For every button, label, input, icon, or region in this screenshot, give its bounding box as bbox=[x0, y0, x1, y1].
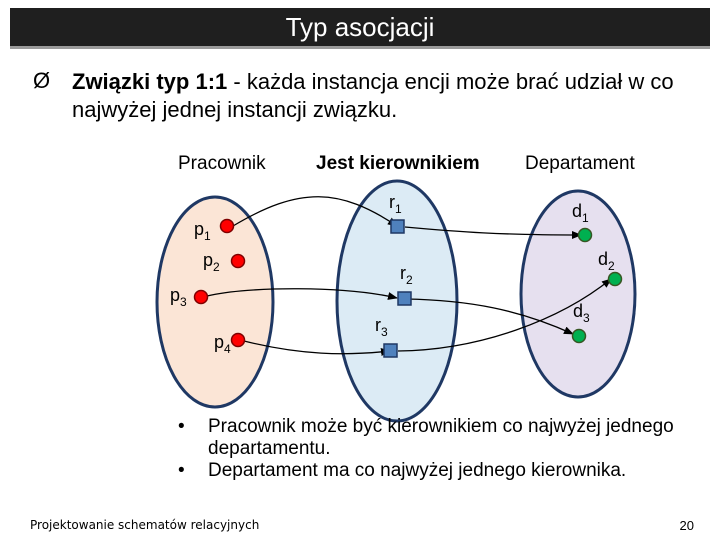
relationship-instance-node bbox=[398, 292, 411, 305]
main-point-bold: Związki typ 1:1 bbox=[72, 69, 228, 94]
notes-list bbox=[178, 416, 698, 482]
label-r1: $r_1$ bbox=[389, 192, 402, 216]
label-d1: $d_1$ bbox=[572, 201, 589, 225]
main-point-rest: - każda instancja encji może brać udział w co najwyżej jednej instancji związku. bbox=[72, 69, 674, 122]
page-number: 20 bbox=[679, 518, 694, 533]
relationship-instance-node bbox=[384, 344, 397, 357]
entity-heading-pracownik: Pracownik bbox=[178, 153, 266, 174]
label-p4: $p_4$ bbox=[214, 332, 231, 356]
relationship-heading: Jest kierownikiem bbox=[316, 153, 480, 174]
entity-heading-departament: Departament bbox=[525, 153, 635, 174]
note-item bbox=[178, 416, 698, 460]
label-p1: $p_1$ bbox=[194, 219, 211, 243]
bullet-dot-icon: • bbox=[178, 460, 185, 481]
slide-title: Typ asocjacji bbox=[10, 8, 710, 46]
main-bullet-icon: Ø bbox=[33, 68, 51, 93]
note-text: Departament ma co najwyżej jednego kierownika. bbox=[208, 460, 627, 481]
label-p3: $p_3$ bbox=[170, 285, 187, 309]
footer-course-title: Projektowanie schematów relacyjnych bbox=[30, 518, 260, 532]
bullet-dot-icon: • bbox=[178, 416, 185, 437]
departament-instance-node bbox=[609, 273, 622, 286]
label-r3: $r_3$ bbox=[375, 315, 388, 339]
relationship-instance-node bbox=[391, 220, 404, 233]
label-r2: $r_2$ bbox=[400, 263, 413, 287]
pracownik-instance-node bbox=[221, 220, 234, 233]
pracownik-instance-node bbox=[232, 334, 245, 347]
departament-instance-node bbox=[573, 330, 586, 343]
departament-set-ellipse bbox=[521, 191, 635, 397]
label-d3: $d_3$ bbox=[573, 301, 590, 325]
label-d2: $d_2$ bbox=[598, 249, 615, 273]
label-p2: $p_2$ bbox=[203, 250, 220, 274]
note-item bbox=[178, 460, 698, 482]
pracownik-instance-node bbox=[232, 255, 245, 268]
pracownik-instance-node bbox=[195, 291, 208, 304]
note-text: Pracownik może być kierownikiem co najwyżej jednego departamentu. bbox=[208, 416, 674, 459]
departament-instance-node bbox=[579, 229, 592, 242]
